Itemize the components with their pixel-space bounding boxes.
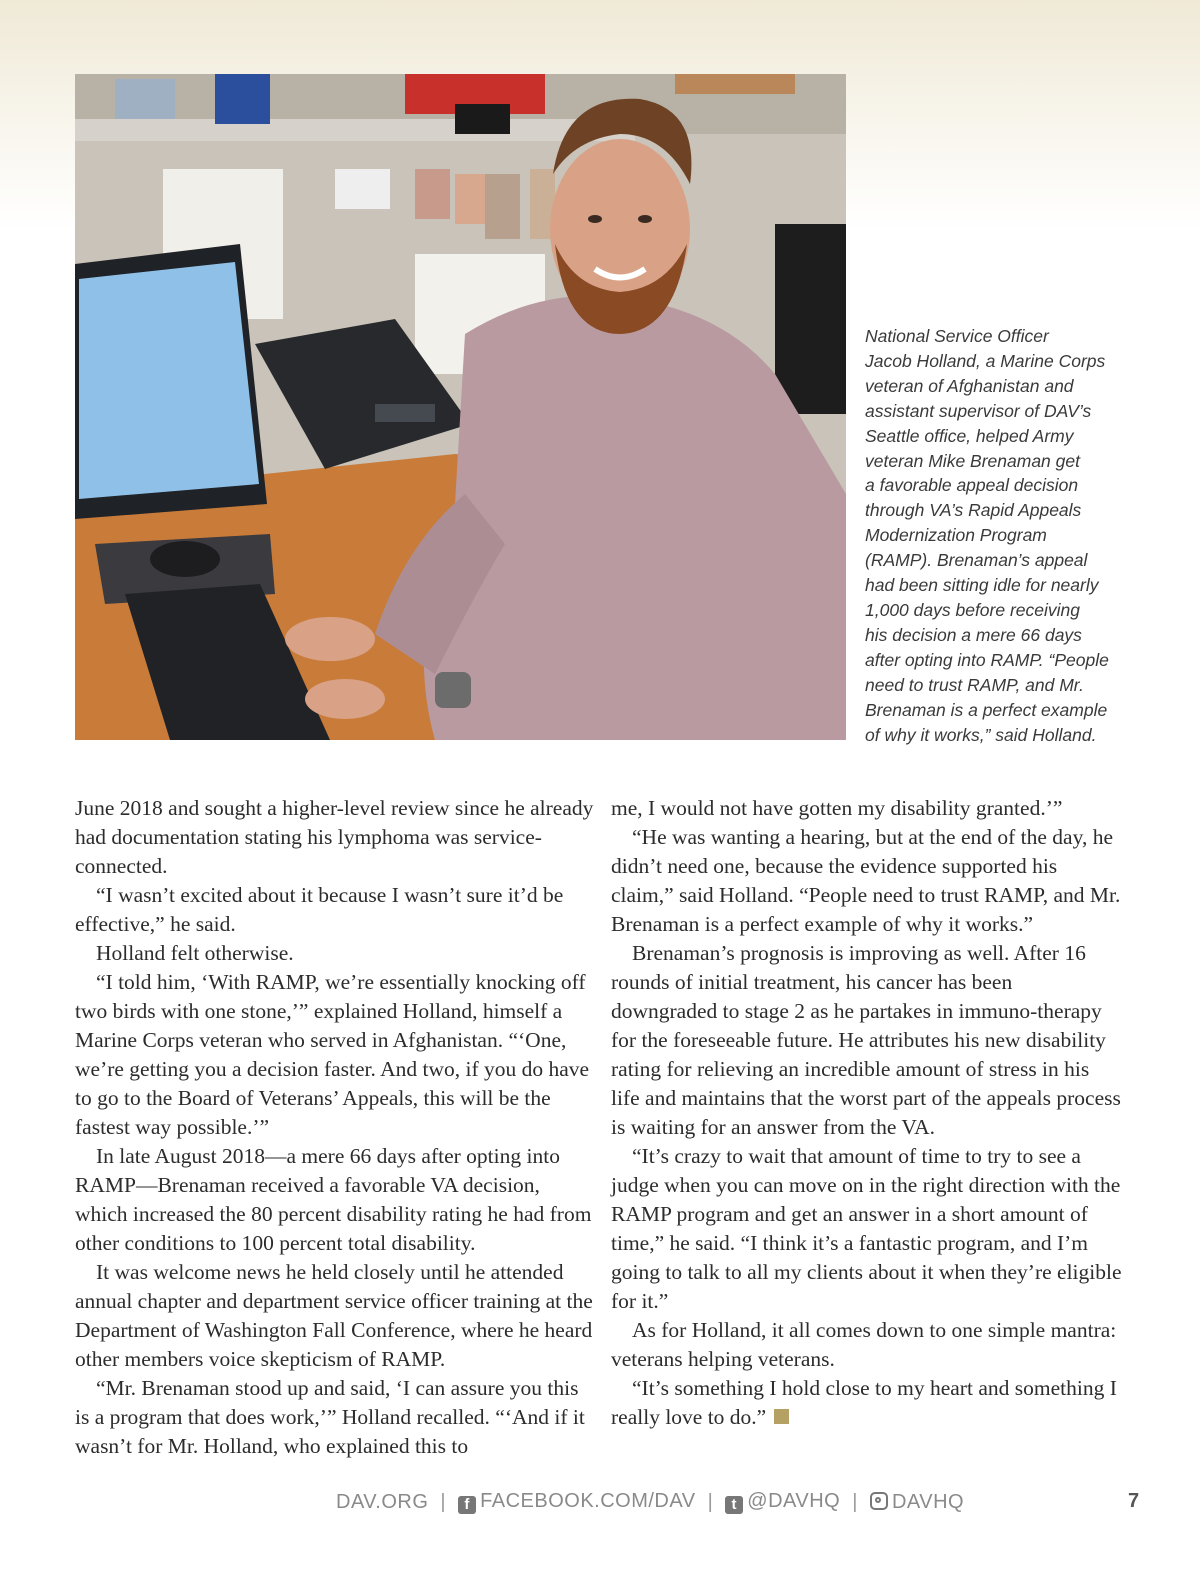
page-footer <box>0 1490 1200 1520</box>
twitter-link[interactable] <box>725 1490 840 1514</box>
instagram-link[interactable] <box>870 1491 964 1514</box>
instagram-label: DAVHQ <box>891 1490 965 1513</box>
article-photo <box>75 74 846 740</box>
facebook-icon: f <box>458 1496 476 1514</box>
article-paragraph: Brenaman’s prognosis is improving as well. After 16 rounds of initial treatment, his cancer has been downgraded to stage 2 as he partakes in immuno-therapy for the foreseeable future. He attributes his new disability rating for relieving an incredible amount of stress in his life and maintains that the worst part of the appeals process is waiting for an answer from the VA. <box>611 941 1121 1139</box>
caption-line: through VA’s Rapid Appeals <box>865 500 1082 521</box>
photo-caption <box>865 324 1135 747</box>
office-photo-illustration <box>75 74 846 740</box>
article-paragraph: June 2018 and sought a higher-level review since he already had documentation stating his lymphoma was service-connected. <box>75 796 594 878</box>
article-paragraph-final <box>611 1374 1123 1432</box>
caption-line: Brenaman is a perfect example <box>865 699 1108 720</box>
article-paragraph: In late August 2018—a mere 66 days after opting into RAMP—Brenaman received a favorable VA decision, which increased the 80 percent disability rating he had from other conditions to 100 percent total disability. <box>75 1144 592 1255</box>
caption-line: (RAMP). Brenaman’s appeal <box>865 550 1088 571</box>
caption-line: Jacob Holland, a Marine Corps <box>865 350 1106 371</box>
footer-separator: | <box>852 1490 858 1513</box>
article-paragraph: “He was wanting a hearing, but at the end of the day, he didn’t need one, because the evidence supported his claim,” said Holland. “People need to trust RAMP, and Mr. Brenaman is a perfect example of why it works.” <box>611 825 1121 936</box>
article-paragraph: “I wasn’t excited about it because I wasn’t sure it’d be effective,” he said. <box>75 883 564 936</box>
instagram-icon <box>870 1492 888 1510</box>
article-paragraph: As for Holland, it all comes down to one simple mantra: veterans helping veterans. <box>611 1318 1117 1371</box>
caption-line: a favorable appeal decision <box>865 475 1079 496</box>
caption-line: National Service Officer <box>865 326 1049 346</box>
footer-links <box>336 1490 964 1514</box>
article-column-left <box>75 794 595 1461</box>
caption-line: 1,000 days before receiving <box>865 599 1080 620</box>
caption-line: assistant supervisor of DAV’s <box>865 400 1092 421</box>
facebook-link[interactable] <box>458 1490 695 1514</box>
final-paragraph-text: “It’s something I hold close to my heart and something I really love to do.” <box>611 1376 1117 1429</box>
caption-line: had been sitting idle for nearly <box>865 575 1099 596</box>
article-paragraph: “Mr. Brenaman stood up and said, ‘I can assure you this is a program that does work,’” Holland recalled. “‘And if it wasn’t for Mr. Holland, who explained this to <box>75 1376 585 1458</box>
article-paragraph: “It’s crazy to wait that amount of time to try to see a judge when you can move on in the right direction with the RAMP program and get an answer in a short amount of time,” he said. “I think it’s a fantastic program, and I’m going to talk to all my clients about it when they’re eligible for it.” <box>611 1144 1122 1313</box>
site-link[interactable]: DAV.ORG <box>336 1490 429 1513</box>
end-of-article-mark <box>774 1409 789 1424</box>
facebook-label: FACEBOOK.COM/DAV <box>480 1490 696 1512</box>
article-paragraph: “I told him, ‘With RAMP, we’re essentially knocking off two birds with one stone,’” explained Holland, himself a Marine Corps veteran who served in Afghanistan. “‘One, we’re getting you a decision faster. And two, if you do have to go to the Board of Veterans’ Appeals, this will be the fastest way possible.’” <box>75 970 590 1139</box>
twitter-label: @DAVHQ <box>747 1490 841 1512</box>
caption-line: veteran Mike Brenaman get <box>865 450 1080 471</box>
caption-line: his decision a mere 66 days <box>865 624 1082 645</box>
footer-separator: | <box>707 1490 714 1513</box>
caption-line: need to trust RAMP, and Mr. <box>865 674 1084 695</box>
caption-line: Modernization Program <box>865 525 1047 546</box>
article-paragraph: Holland felt otherwise. <box>96 941 294 965</box>
article-paragraph: me, I would not have gotten my disability granted.’” <box>611 796 1063 820</box>
caption-line: after opting into RAMP. “People <box>865 649 1109 670</box>
page-number: 7 <box>1128 1490 1140 1512</box>
article-paragraph: It was welcome news he held closely until he attended annual chapter and department service officer training at the Department of Washington Fall Conference, where he heard other members voice skepticism of RAMP. <box>75 1260 593 1371</box>
caption-line: of why it works,” said Holland. <box>865 724 1097 745</box>
caption-line: veteran of Afghanistan and <box>865 375 1074 396</box>
twitter-icon: t <box>725 1496 743 1514</box>
caption-line: Seattle office, helped Army <box>865 425 1074 446</box>
article-column-right <box>611 794 1123 1432</box>
footer-separator: | <box>440 1490 447 1513</box>
